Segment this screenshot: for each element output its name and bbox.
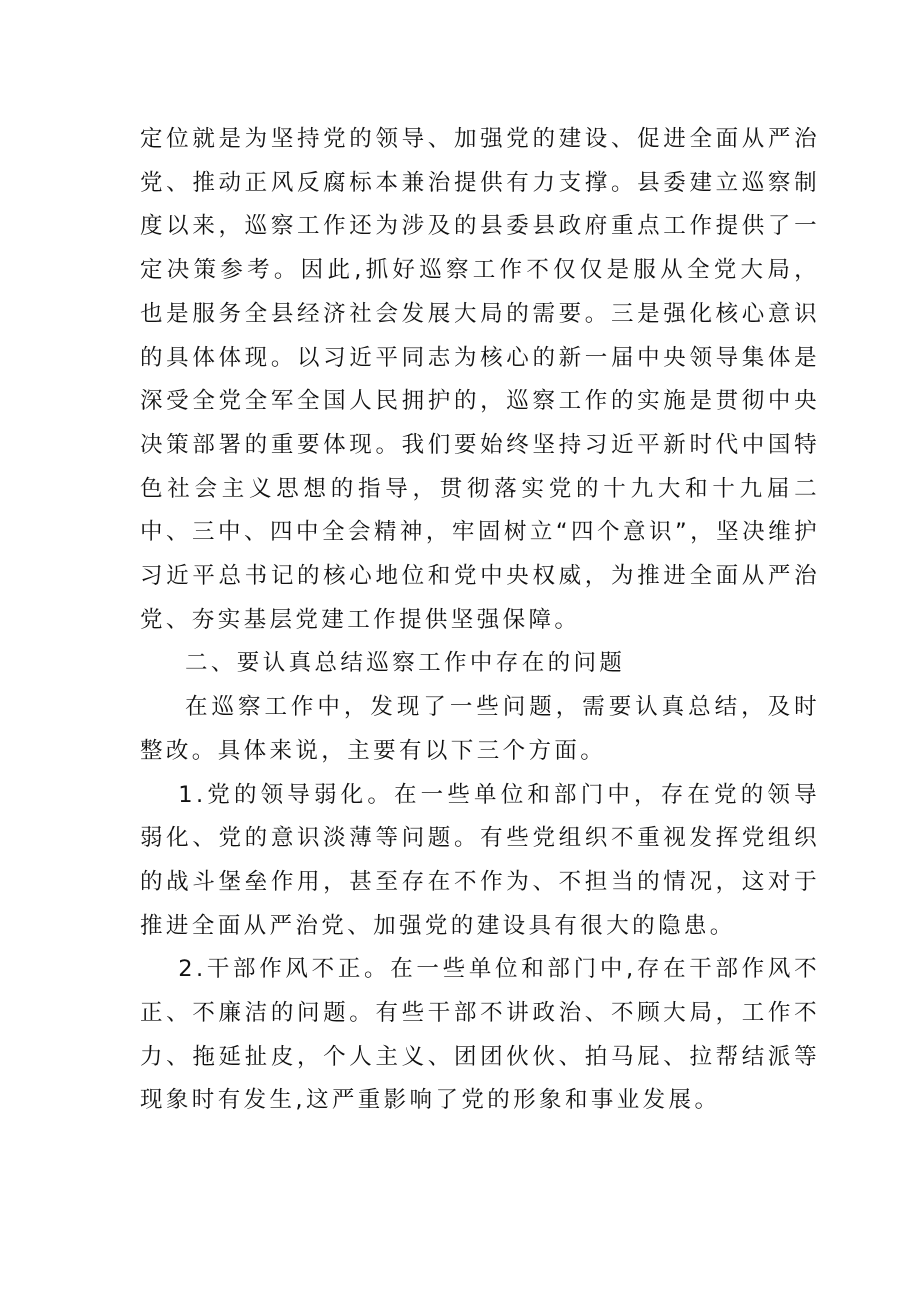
- section-heading: 二、要认真总结巡察工作中存在的问题: [185, 650, 626, 677]
- paragraph-point-2: 2.干部作风不正。在一些单位和部门中,存在干部作风不正、不廉洁的问题。有些干部不讲政治、不顾大局，工作不力、拖延扯皮，个人主义、团团伙伙、拍马屁、拉帮结派等现象时有发生,这严重影响了党的形象和事业发展。: [140, 956, 820, 1114]
- paragraph-intro: 在巡察工作中，发现了一些问题，需要认真总结，及时整改。具体来说，主要有以下三个方面。: [140, 694, 820, 764]
- paragraph-continuation: 定位就是为坚持党的领导、加强党的建设、促进全面从严治党、推动正风反腐标本兼治提供有力支撑。县委建立巡察制度以来，巡察工作还为涉及的县委县政府重点工作提供了一定决策参考。因此,抓好巡察工作不仅仅是服从全党大局，也是服务全县经济社会发展大局的需要。三是强化核心意识的具体体现。以习近平同志为核心的新一届中央领导集体是深受全党全军全国人民拥护的，巡察工作的实施是贯彻中央决策部署的重要体现。我们要始终坚持习近平新时代中国特色社会主义思想的指导，贯彻落实党的十九大和十九届二中、三中、四中全会精神，牢固树立“四个意识”，坚决维护习近平总书记的核心地位和党中央权威，为推进全面从严治党、夯实基层党建工作提供坚强保障。: [140, 126, 820, 633]
- document-body: [140, 118, 820, 1123]
- paragraph-point-1: 1.党的领导弱化。在一些单位和部门中，存在党的领导弱化、党的意识淡薄等问题。有些党组织不重视发挥党组织的战斗堡垒作用，甚至存在不作为、不担当的情况，这对于推进全面从严治党、加强党的建设具有很大的隐患。: [140, 781, 820, 939]
